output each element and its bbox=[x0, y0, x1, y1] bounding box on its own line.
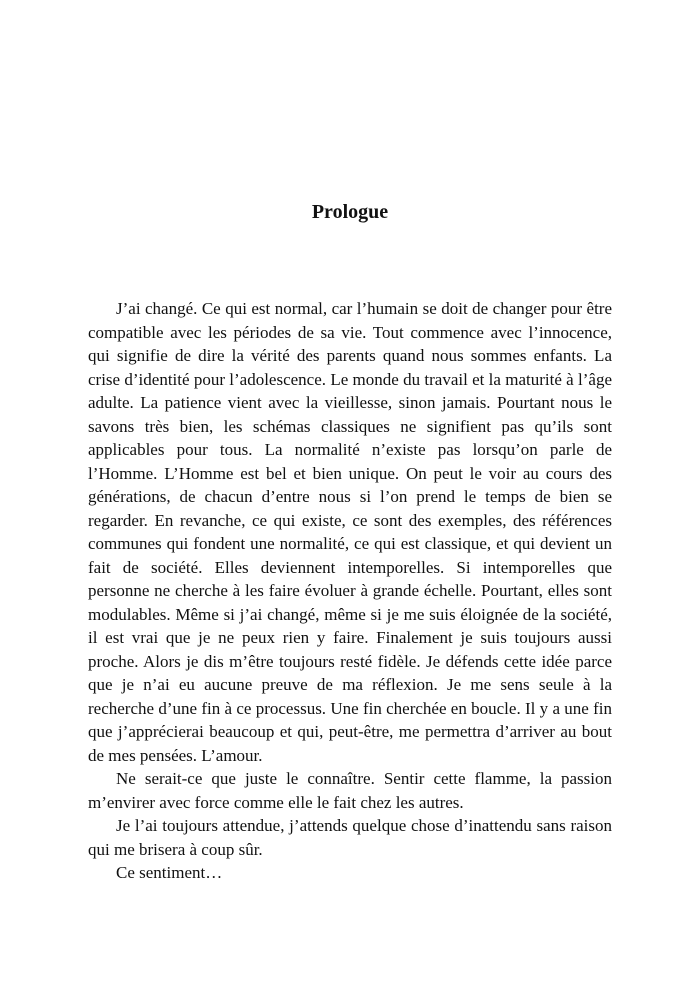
paragraph-2: Ne serait-ce que juste le connaître. Sentir cette flamme, la passion m’envirer avec force comme elle le fait chez les autres. bbox=[88, 769, 612, 812]
paragraph-4: Ce sentiment… bbox=[116, 863, 223, 882]
chapter-title: Prologue bbox=[311, 201, 389, 223]
chapter-body bbox=[88, 297, 612, 885]
paragraph-1: J’ai changé. Ce qui est normal, car l’humain se doit de changer pour être compatible avec les périodes de sa vie. Tout commence avec l’innocence, qui signifie de dire la vérité des parents quand nous sommes enfants. La crise d’identité pour l’adolescence. Le monde du travail et la maturité à l’âge adulte. La patience vient avec la vieillesse, sinon jamais. Pourtant nous le savons très bien, les schémas classiques ne signifient pas qu’ils sont applicables pour tous. La normalité n’existe pas lorsqu’on parle de l’Homme. L’Homme est bel et bien unique. On peut le voir au cours des générations, de chacun d’entre nous si l’on prend le temps de bien se regarder. En revanche, ce qui existe, ce sont des exemples, des références communes qui fondent une normalité, ce qui est classique, et qui devient un fait de société. Elles deviennent intemporelles. Si intemporelles que personne ne cherche à les faire évoluer à grande échelle. Pourtant, elles sont modulables. Même si j’ai changé, même si je me suis éloignée de la société, il est vrai que je ne peux rien y faire. Finalement je suis toujours aussi proche. Alors je dis m’être toujours resté fidèle. Je défends cette idée parce que je n’ai eu aucune preuve de ma réflexion. Je me sens seule à la recherche d’une fin à ce processus. Une fin cherchée en boucle. Il y a une fin que j’apprécierai beaucoup et qui, peut-être, me permettra d’arriver au bout de mes pensées. L’amour. bbox=[88, 299, 612, 765]
paragraph-3: Je l’ai toujours attendue, j’attends quelque chose d’inattendu sans raison qui me brisera à coup sûr. bbox=[88, 816, 612, 859]
